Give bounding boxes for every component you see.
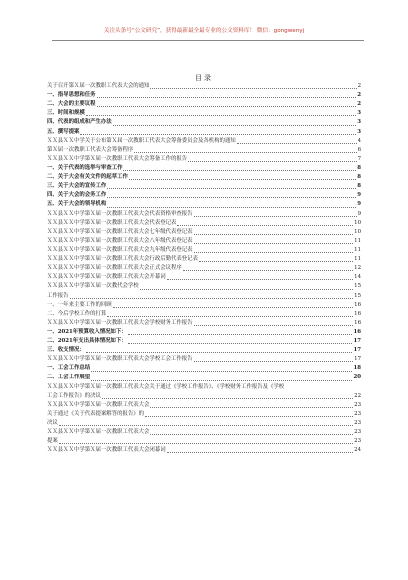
- toc-entry[interactable]: [47, 392, 361, 401]
- toc-entry[interactable]: [47, 210, 361, 219]
- toc-leader-dots: [237, 143, 357, 144]
- toc-entry[interactable]: [47, 446, 361, 455]
- toc-entry-title: 工会工作报告》的决议: [47, 392, 101, 399]
- toc-entry-page: 16: [354, 310, 361, 317]
- toc-entry-title: ＸＸ县ＸＸ中学第Ｘ届一次教职工代表大会正式会议程序: [47, 265, 182, 272]
- toc-entry-page: 17: [353, 338, 361, 345]
- toc-leader-dots: [113, 307, 353, 308]
- toc-entry-title: 三、关于大会的宣传工作: [47, 183, 107, 190]
- toc-entry[interactable]: [47, 301, 361, 310]
- toc-entry-title: 第Ｘ届一次教职工代表大会筹备程序: [47, 146, 134, 153]
- toc-entry-page: 3: [357, 119, 361, 126]
- toc-entry-title: 工作报告: [47, 292, 69, 299]
- toc-entry[interactable]: [47, 273, 361, 282]
- toc-entry-page: 3: [357, 128, 361, 135]
- toc-entry[interactable]: [47, 346, 361, 355]
- toc-entry[interactable]: [47, 164, 361, 173]
- toc-entry-title: 一、工会工作总结: [47, 365, 91, 372]
- toc-entry[interactable]: [47, 328, 361, 337]
- toc-leader-dots: [194, 252, 354, 253]
- toc-entry-title: ＸＸ县ＸＸ中学第Ｘ届一次教职工代表大会学校工会工作报告: [47, 356, 193, 363]
- toc-entry-title: ＸＸ县ＸＸ中学第Ｘ届一次教职工代表大会七年级代表登记表: [47, 228, 193, 235]
- toc-leader-dots: [86, 115, 356, 116]
- toc-entry[interactable]: [47, 310, 361, 319]
- toc-entry[interactable]: [47, 401, 361, 410]
- toc-title: 目录: [195, 74, 213, 82]
- toc-entry-page: 2: [357, 101, 361, 108]
- toc-leader-dots: [102, 398, 353, 399]
- toc-entry-title: 二、2021年支出具体情况如下：: [47, 338, 127, 345]
- toc-leader-dots: [107, 188, 356, 189]
- toc-leader-dots: [150, 407, 353, 408]
- toc-list: [47, 82, 361, 455]
- toc-leader-dots: [113, 125, 357, 126]
- toc-entry-title: 三、时间和规模: [47, 110, 85, 117]
- toc-entry-title: ＸＸ县ＸＸ中学第Ｘ届一次教职工代表大会开幕词: [47, 274, 166, 281]
- toc-entry[interactable]: [47, 91, 361, 100]
- toc-entry[interactable]: [47, 200, 361, 209]
- toc-entry-title: ＸＸ县ＸＸ中学第Ｘ届一次教职工代表大会代表登记表: [47, 219, 177, 226]
- promo-banner: 关注头条号“公文研究”，获得最新最全最专业的公文资料库！ 微信：gongwenyj: [103, 28, 305, 34]
- toc-leader-dots: [134, 152, 356, 153]
- toc-entry-page: 9: [357, 192, 361, 199]
- toc-entry[interactable]: [47, 182, 361, 191]
- toc-entry[interactable]: [47, 337, 361, 346]
- toc-entry-page: 23: [354, 429, 361, 436]
- toc-leader-dots: [177, 225, 353, 226]
- toc-entry-page: 17: [354, 356, 361, 363]
- toc-entry-page: 17: [353, 347, 361, 354]
- toc-entry[interactable]: [47, 282, 361, 291]
- toc-entry[interactable]: [47, 82, 361, 91]
- toc-leader-dots: [91, 371, 352, 372]
- toc-entry-page: 9: [357, 201, 361, 208]
- toc-entry-page: 23: [354, 420, 361, 427]
- toc-entry[interactable]: [47, 374, 361, 383]
- toc-leader-dots: [188, 161, 356, 162]
- toc-entry-title: 一、一年来主要工作的回顾: [47, 301, 112, 308]
- toc-entry-title: 关于通过《关于代表提案解答的报告》的: [47, 410, 145, 417]
- toc-entry-page: 23: [354, 438, 361, 445]
- toc-entry-page: 8: [357, 183, 361, 190]
- toc-leader-dots: [123, 170, 356, 171]
- toc-entry-title: ＸＸ县ＸＸ中学第Ｘ届一次教职工代表大会筹备工作的报告: [47, 155, 188, 162]
- toc-entry-title: 二、关于大会有关文件的起草工作: [47, 174, 128, 181]
- header-rule: [52, 40, 364, 41]
- toc-leader-dots: [194, 216, 357, 217]
- toc-entry-title: ＸＸ县ＸＸ中学第Ｘ届一次教职工代表大会学校财务工作报告: [47, 319, 193, 326]
- toc-entry-title: 关于召开第Ｘ届一次教职工代表大会的通知: [47, 82, 150, 89]
- toc-leader-dots: [194, 325, 354, 326]
- toc-entry-title: 四、关于大会的会务工作: [47, 192, 107, 199]
- toc-entry-page: 11: [354, 246, 361, 253]
- toc-entry-page: 15: [354, 292, 361, 299]
- toc-entry-title: 二、工会工作展望: [47, 374, 91, 381]
- toc-leader-dots: [194, 361, 354, 362]
- toc-leader-dots: [150, 434, 353, 435]
- toc-entry-title: ＸＸ县ＸＸ中学第Ｘ届一次教职工代表大会九年级代表登记表: [47, 246, 193, 253]
- toc-leader-dots: [107, 207, 356, 208]
- toc-entry[interactable]: [47, 246, 361, 255]
- toc-leader-dots: [59, 443, 353, 444]
- toc-entry-page: 6: [357, 146, 361, 153]
- toc-entry[interactable]: [47, 146, 361, 155]
- toc-entry-page: 16: [353, 328, 361, 335]
- toc-leader-dots: [97, 106, 357, 107]
- toc-entry-title: ＸＸ县ＸＸ中学第Ｘ届一次教职工代表大会闭幕词: [47, 447, 166, 454]
- toc-entry-title: ＸＸ县ＸＸ中学关于公布第Ｘ届一次教职工代表大会筹备委员会及各机构的通知: [47, 137, 236, 144]
- toc-entry[interactable]: [47, 137, 361, 146]
- toc-entry-title: 五、关于大会的领导机构: [47, 201, 107, 208]
- toc-leader-dots: [194, 243, 354, 244]
- toc-entry-page: 24: [354, 447, 361, 454]
- toc-entry[interactable]: [47, 292, 361, 301]
- toc-entry[interactable]: [47, 100, 361, 109]
- toc-entry-page: 16: [354, 319, 361, 326]
- toc-entry-title: 决议: [47, 420, 58, 427]
- toc-entry-page: 22: [354, 392, 361, 399]
- toc-leader-dots: [199, 261, 353, 262]
- toc-entry-title: 四、代表的组成和产生办法: [47, 119, 112, 126]
- toc-entry-page: 18: [353, 365, 361, 372]
- toc-entry[interactable]: [47, 155, 361, 164]
- toc-entry-page: 4: [357, 137, 361, 144]
- toc-leader-dots: [140, 289, 353, 290]
- toc-entry-page: 11: [354, 256, 361, 263]
- toc-entry[interactable]: [47, 383, 361, 392]
- toc-entry[interactable]: [47, 118, 361, 127]
- toc-leader-dots: [183, 270, 353, 271]
- toc-entry[interactable]: [47, 319, 361, 328]
- toc-leader-dots: [167, 452, 354, 453]
- toc-entry[interactable]: [47, 419, 361, 428]
- toc-leader-dots: [145, 416, 353, 417]
- toc-leader-dots: [128, 343, 353, 344]
- toc-entry-page: 23: [354, 401, 361, 408]
- toc-leader-dots: [167, 279, 354, 280]
- toc-entry-page: 12: [354, 265, 361, 272]
- toc-entry-page: 16: [354, 301, 361, 308]
- toc-leader-dots: [107, 197, 356, 198]
- toc-entry-title: ＸＸ县ＸＸ中学第Ｘ届一次教职工代表大会关于通过《学校工作报告》、《学校财务工作报告及《学校: [47, 383, 285, 390]
- toc-leader-dots: [97, 97, 357, 98]
- toc-entry[interactable]: [47, 255, 361, 264]
- toc-leader-dots: [107, 316, 353, 317]
- toc-entry[interactable]: [47, 173, 361, 182]
- toc-entry-title: 一、指导思想和任务: [47, 92, 96, 99]
- toc-entry-title: 提案: [47, 438, 58, 445]
- toc-entry[interactable]: [47, 191, 361, 200]
- toc-entry[interactable]: [47, 264, 361, 273]
- toc-leader-dots: [70, 298, 354, 299]
- toc-entry-page: 9: [357, 210, 361, 217]
- toc-entry-title: 五、撰写提案: [47, 128, 80, 135]
- toc-entry[interactable]: [47, 410, 361, 419]
- toc-entry-title: ＸＸ县ＸＸ中学第Ｘ届一次教职工代表大会代表资格审查报告: [47, 210, 193, 217]
- toc-entry-page: 2: [357, 82, 361, 89]
- toc-entry-title: 二、今后学校工作的打算: [47, 310, 107, 317]
- toc-entry-page: 20: [353, 374, 361, 381]
- toc-entry-page: 2: [357, 92, 361, 99]
- toc-entry[interactable]: [47, 355, 361, 364]
- toc-entry[interactable]: [47, 109, 361, 118]
- toc-entry-page: 23: [354, 410, 361, 417]
- toc-entry[interactable]: [47, 428, 361, 437]
- toc-leader-dots: [129, 179, 356, 180]
- toc-entry-title: 一、关于代表的选举与审查工作: [47, 164, 123, 171]
- toc-entry-title: ＸＸ县ＸＸ中学第Ｘ届一次教职工代表大会: [47, 429, 150, 436]
- toc-entry-title: 三、收支情况：: [47, 347, 85, 354]
- toc-entry-page: 3: [357, 110, 361, 117]
- toc-entry-page: 10: [354, 228, 361, 235]
- toc-entry-page: 8: [357, 174, 361, 181]
- toc-entry[interactable]: [47, 128, 361, 137]
- toc-entry-page: 15: [354, 283, 361, 290]
- toc-leader-dots: [86, 352, 353, 353]
- toc-entry[interactable]: [47, 219, 361, 228]
- toc-entry[interactable]: [47, 228, 361, 237]
- toc-entry-page: 14: [354, 274, 361, 281]
- toc-leader-dots: [194, 234, 354, 235]
- toc-leader-dots: [128, 334, 353, 335]
- toc-entry-title: 一、2021年预算收入情况如下：: [47, 328, 127, 335]
- toc-entry-title: ＸＸ县ＸＸ中学第Ｘ届一次教职工代表大会: [47, 401, 150, 408]
- toc-entry-title: ＸＸ县ＸＸ中学第Ｘ届一次教职工代表大会八年级代表登记表: [47, 237, 193, 244]
- toc-leader-dots: [91, 380, 352, 381]
- toc-entry-page: 11: [354, 237, 361, 244]
- toc-leader-dots: [80, 134, 356, 135]
- toc-entry[interactable]: [47, 364, 361, 373]
- toc-entry-title: 二、大会的主要议程: [47, 101, 96, 108]
- toc-entry[interactable]: [47, 237, 361, 246]
- toc-leader-dots: [59, 425, 353, 426]
- toc-entry-page: 8: [357, 164, 361, 171]
- toc-entry-title: ＸＸ县ＸＸ中学第Ｘ届一次教代会学校: [47, 283, 139, 290]
- toc-entry-page: 7: [357, 155, 361, 162]
- toc-entry-page: 10: [354, 219, 361, 226]
- toc-entry[interactable]: [47, 437, 361, 446]
- toc-entry-title: ＸＸ县ＸＸ中学第Ｘ届一次教职工代表大会行政后勤代表登记表: [47, 256, 198, 263]
- toc-leader-dots: [150, 88, 356, 89]
